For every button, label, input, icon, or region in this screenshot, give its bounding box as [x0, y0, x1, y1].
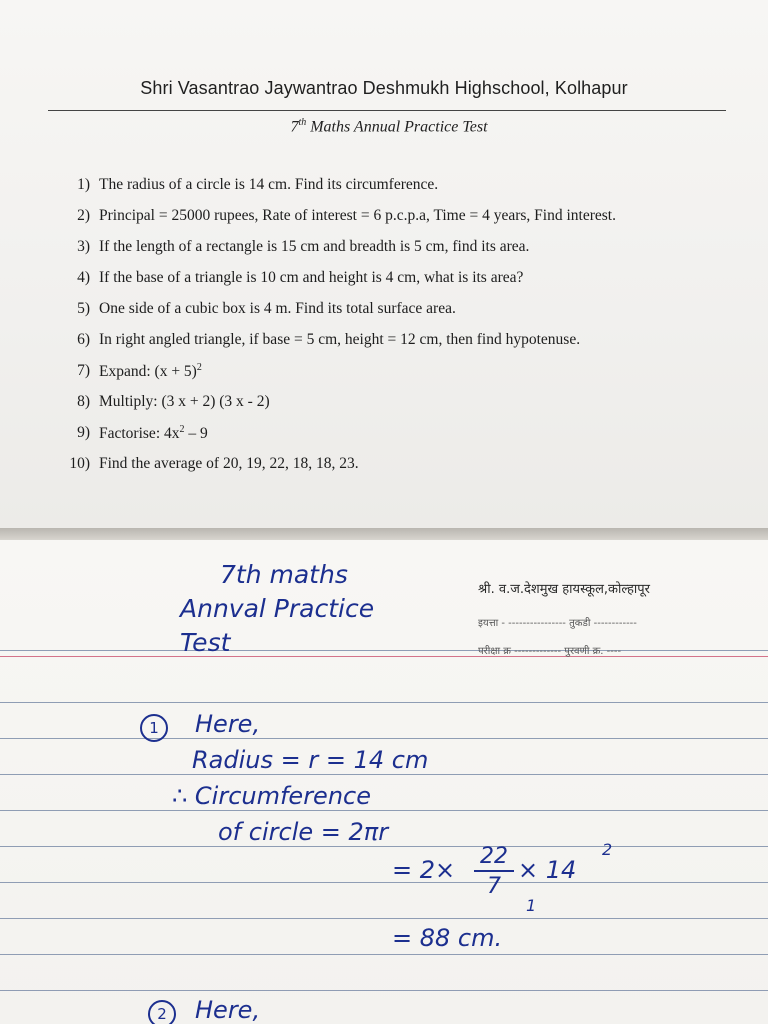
question-text: One side of a cubic box is 4 m. Find its total surface area.: [99, 300, 456, 317]
red-margin-line: [0, 656, 768, 657]
question-number: 4): [77, 269, 90, 286]
question-number: 1): [77, 176, 90, 193]
cancel-mark: 1: [526, 896, 537, 915]
answer-number-circle: 1: [140, 714, 168, 742]
notebook-title-line1: 7th maths: [220, 560, 348, 589]
ruled-line: [0, 846, 768, 847]
ruled-line: [0, 702, 768, 703]
question-text: If the base of a triangle is 10 cm and height is 4 cm, what is its area?: [99, 269, 524, 286]
answer-line: Radius = r = 14 cm: [192, 746, 429, 774]
stamp-supplement-label: पुरवणी क्र.: [564, 646, 604, 657]
answer-line: = 88 cm.: [392, 924, 503, 952]
stamp-division-label: तुकडी: [569, 618, 591, 629]
question-list: [60, 176, 750, 486]
notebook-title-line3: Test: [180, 628, 231, 657]
answer-number-circle: 2: [148, 1000, 176, 1024]
ruled-line: [0, 810, 768, 811]
ruled-line: [0, 882, 768, 883]
answer-line: × 14: [518, 856, 577, 884]
question-text: [99, 424, 208, 443]
header-divider: [48, 110, 726, 111]
question-number: 2): [77, 207, 90, 224]
question-item: [60, 455, 750, 486]
question-number: 8): [77, 393, 90, 410]
answer-line: Here,: [195, 996, 261, 1024]
question-item: [60, 269, 750, 300]
stamp-class-label: इयत्ता -: [478, 618, 505, 629]
fraction-numerator: 22: [474, 844, 514, 872]
exponent: 2: [179, 424, 185, 435]
ruled-line: [0, 650, 768, 651]
question-text: [99, 362, 202, 381]
question-expression: Factorise: 4x: [99, 425, 180, 443]
answer-line: = 2×: [392, 856, 456, 884]
question-item: [60, 424, 750, 455]
ruled-line: [0, 954, 768, 955]
question-item: [60, 362, 750, 393]
question-item: [60, 207, 750, 238]
test-title: [0, 117, 768, 136]
question-item: [60, 300, 750, 331]
question-number: 3): [77, 238, 90, 255]
test-title-grade: 7: [290, 118, 299, 136]
question-item: [60, 176, 750, 207]
question-text: Find the average of 20, 19, 22, 18, 18, 23.: [99, 455, 359, 472]
fraction-denominator: 7: [487, 874, 501, 899]
question-number: 10): [69, 455, 90, 472]
question-text: Multiply: (3 x + 2) (3 x - 2): [99, 393, 270, 410]
answer-line: Here,: [195, 710, 261, 738]
ruled-line: [0, 738, 768, 739]
exponent: 2: [196, 362, 202, 373]
question-expression-tail: – 9: [184, 425, 208, 443]
question-number: 7): [77, 362, 90, 379]
square-mark: 2: [602, 840, 613, 859]
notebook-page: [0, 540, 768, 1024]
fraction: [474, 844, 514, 902]
question-item: [60, 393, 750, 424]
ruled-line: [0, 918, 768, 919]
answer-line: of circle = 2πr: [218, 818, 389, 846]
stamp-class-field: इयत्ता - ---------------- तुकडी ------------: [478, 618, 637, 629]
notebook-title-line2: Annval Practice: [180, 594, 375, 623]
stamp-exam-field: परीक्षा क्र ------------- पुरवणी क्र. ----: [478, 646, 622, 657]
test-title-text: Maths Annual Practice Test: [306, 118, 488, 136]
question-expression: Expand: (x + 5): [99, 363, 197, 381]
answer-line: ∴ Circumference: [172, 782, 371, 810]
page-gap: [0, 528, 768, 540]
question-text: If the length of a rectangle is 15 cm and breadth is 5 cm, find its area.: [99, 238, 530, 255]
school-name: Shri Vasantrao Jaywantrao Deshmukh Highschool, Kolhapur: [140, 78, 628, 98]
question-text: Principal = 25000 rupees, Rate of interest = 6 p.c.p.a, Time = 4 years, Find interest.: [99, 207, 616, 224]
ruled-line: [0, 990, 768, 991]
question-item: [60, 238, 750, 269]
stamp-exam-label: परीक्षा क्र: [478, 646, 511, 657]
question-text: In right angled triangle, if base = 5 cm, height = 12 cm, then find hypotenuse.: [99, 331, 581, 348]
question-number: 5): [77, 300, 90, 317]
question-number: 9): [77, 424, 90, 441]
ruled-line: [0, 774, 768, 775]
school-stamp: श्री. व.ज.देशमुख हायस्कूल,कोल्हापूर: [478, 582, 650, 597]
test-title-ordinal: th: [298, 117, 307, 128]
question-item: [60, 331, 750, 362]
question-number: 6): [77, 331, 90, 348]
question-text: The radius of a circle is 14 cm. Find its circumference.: [99, 176, 439, 193]
